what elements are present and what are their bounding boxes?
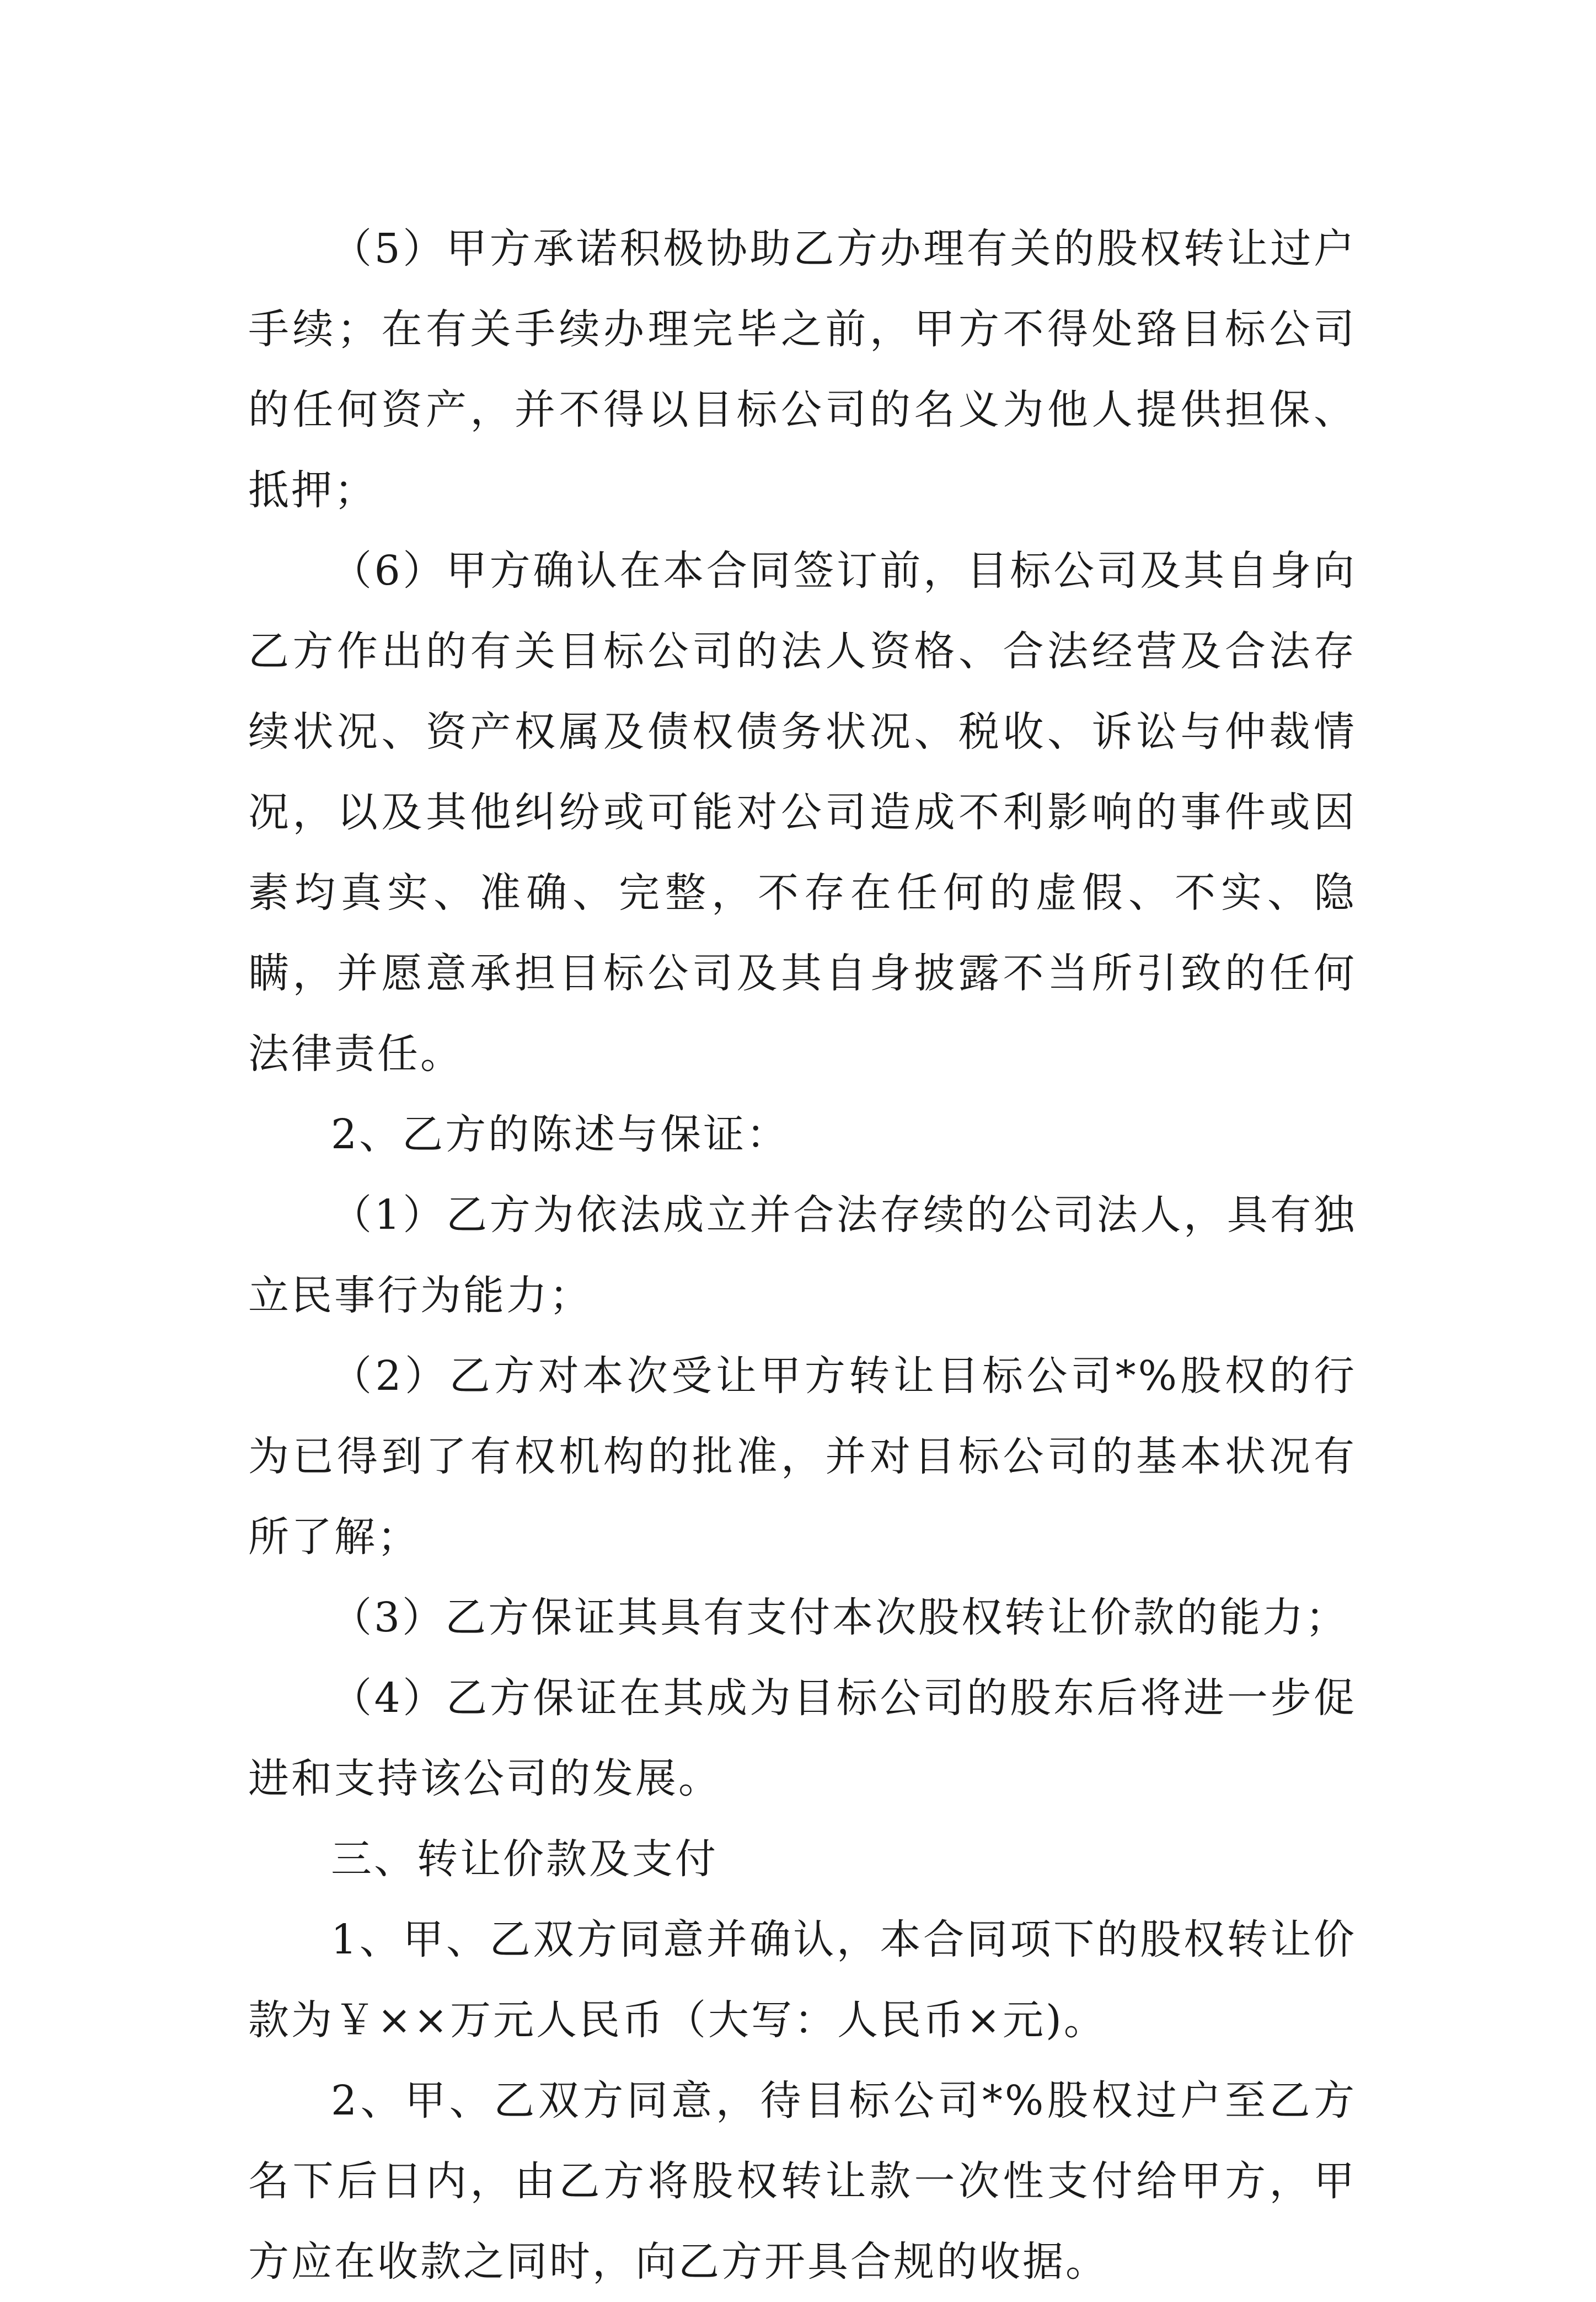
paragraph-section-2-heading: 2、乙方的陈述与保证：	[331, 1111, 790, 1158]
paragraph-payment-2: 2、甲、乙双方同意，待目标公司*%股权过户至乙方名下后日内，由乙方将股权转让款一次性支付给甲方，甲方应在收款之同时，向乙方开具合规的收据。	[248, 2077, 1357, 2285]
paragraph-payment-1: 1、甲、乙双方同意并确认，本合同项下的股权转让价款为￥××万元人民币（大写：人民币×元)。	[248, 1916, 1357, 2044]
document-body	[248, 208, 1357, 2302]
paragraph-clause-b1: （1）乙方为依法成立并合法存续的公司法人，具有独立民事行为能力；	[248, 1191, 1357, 1319]
paragraph-clause-b4: （4）乙方保证在其成为目标公司的股东后将进一步促进和支持该公司的发展。	[248, 1674, 1357, 1802]
paragraph-clause-b3: （3）乙方保证其具有支付本次股权转让价款的能力；	[331, 1594, 1349, 1641]
paragraph-clause-6: （6）甲方确认在本合同签订前，目标公司及其自身向乙方作出的有关目标公司的法人资格、合法经营及合法存续状况、资产权属及债权债务状况、税收、诉讼与仲裁情况，以及其他纠纷或可能对公司造成不利影响的事件或因素均真实、准确、完整，不存在任何的虚假、不实、隐瞒，并愿意承担目标公司及其自身披露不当所引致的任何法律责任。	[248, 547, 1357, 1078]
paragraph-section-3-heading: 三、转让价款及支付	[331, 1835, 718, 1883]
paragraph-clause-b2: （2）乙方对本次受让甲方转让目标公司*%股权的行为已得到了有权机构的批准，并对目标公司的基本状况有所了解；	[248, 1352, 1357, 1561]
paragraph-clause-5: （5）甲方承诺积极协助乙方办理有关的股权转让过户手续；在有关手续办理完毕之前，甲方不得处臵目标公司的任何资产，并不得以目标公司的名义为他人提供担保、抵押；	[248, 225, 1357, 514]
